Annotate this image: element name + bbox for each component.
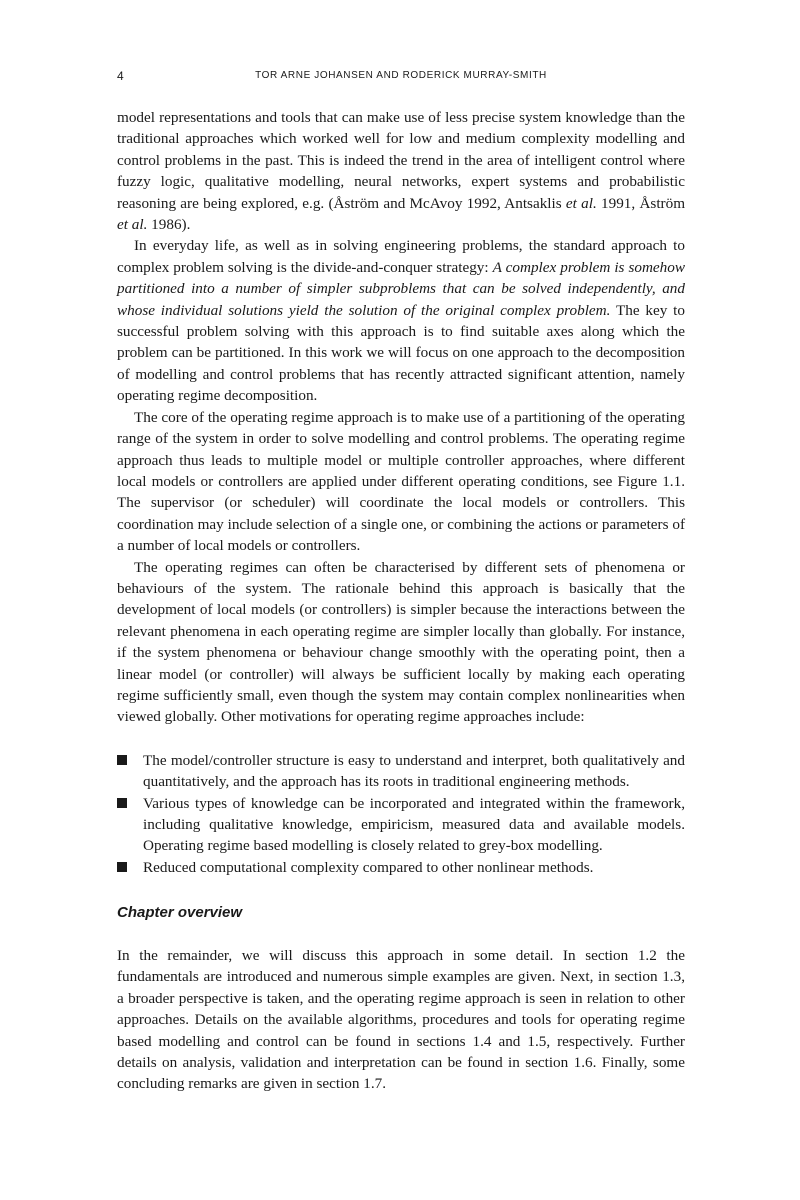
list-item — [117, 857, 685, 878]
running-header — [117, 69, 685, 87]
main-text — [117, 107, 685, 878]
citation-etal-2: et al. — [117, 216, 148, 234]
paragraph-2-end: The key to successful problem solving with this approach is to find suitable axes along which the problem can be partitioned. In this work we will focus on one approach to the decomposition of modelling and control problems that has recently attracted significant attention, namely operating regime decomposition. — [117, 301, 685, 405]
paragraph-1-mid: 1991, Åström — [596, 194, 686, 212]
square-bullet-icon — [117, 862, 127, 872]
list-item — [117, 793, 685, 857]
list-item-text: Reduced computational complexity compared to other nonlinear methods. — [143, 858, 594, 876]
paragraph-1-end: 1986). — [147, 216, 191, 234]
paragraph-2-emphasis: A complex problem is somehow partitioned into a number of simpler subproblems that can be solved independently, and whose individual solutions yield the solution of the original complex problem. — [117, 258, 685, 319]
paragraph-1 — [117, 107, 685, 235]
square-bullet-icon — [117, 798, 127, 808]
paragraph-4: The operating regimes can often be characterised by different sets of phenomena or behaviours of the system. The rationale behind this approach is basically that the development of local models (or controllers) is simpler because the interactions between the relevant phenomena in each operating regime are simpler locally than globally. For instance, if the system phenomena or behaviour change smoothly with the operating point, then a linear model (or controller) will always be sufficient locally by making each operating regime sufficiently small, even though the system may contain complex nonlinearities when viewed globally. Other motivations for operating regime approaches include: — [117, 558, 685, 726]
running-title: TOR ARNE JOHANSEN AND RODERICK MURRAY-SMITH — [255, 70, 547, 81]
paragraph-2 — [117, 235, 685, 406]
list-item-text: The model/controller structure is easy to understand and interpret, both qualitatively and quantitatively, and the approach has its roots in traditional engineering methods. — [143, 751, 685, 791]
section-text — [117, 945, 685, 1095]
section-heading: Chapter overview — [117, 904, 243, 921]
section-paragraph: In the remainder, we will discuss this approach in some detail. In section 1.2 the fundamentals are introduced and numerous simple examples are given. Next, in section 1.3, a broader perspective is taken, and the operating regime approach is seen in relation to other approaches. Details on the available algorithms, procedures and tools for operating regime based modelling and control can be found in sections 1.4 and 1.5, respectively. Further details on analysis, validation and interpretation can be found in section 1.6. Finally, some concluding remarks are given in section 1.7. — [117, 947, 685, 1093]
page-number: 4 — [117, 69, 124, 83]
paragraph-3: The core of the operating regime approach is to make use of a partitioning of the operating range of the system in order to solve modelling and control problems. The operating regime approach thus leads to multiple model or multiple controller approaches, where different local models or controllers are applied under different operating conditions, see Figure 1.1. The supervisor (or scheduler) will coordinate the local models or controllers. This coordination may include selection of a single one, or combining the actions or parameters of a number of local models or controllers. — [117, 408, 685, 555]
citation-etal-1: et al. — [565, 194, 597, 212]
square-bullet-icon — [117, 755, 127, 765]
motivation-list — [117, 750, 685, 878]
paragraph-1-text: model representations and tools that can make use of less precise system knowledge than the traditional approaches which worked well for low and medium complexity modelling and control problems in the past. This is indeed the trend in the area of intelligent control where fuzzy logic, qualitative modelling, neural networks, expert systems and probabilistic reasoning are being explored, e.g. (Åström and McAvoy 1992, Antsaklis — [117, 109, 685, 212]
paragraph-2-start: In everyday life, as well as in solving engineering problems, the standard approach to complex problem solving is the divide-and-conquer strategy: — [117, 237, 685, 276]
list-item-text: Various types of knowledge can be incorporated and integrated within the framework, including qualitative knowledge, empiricism, measured data and available models. Operating regime based modelling is closely related to grey-box modelling. — [143, 794, 685, 855]
list-item — [117, 750, 685, 793]
